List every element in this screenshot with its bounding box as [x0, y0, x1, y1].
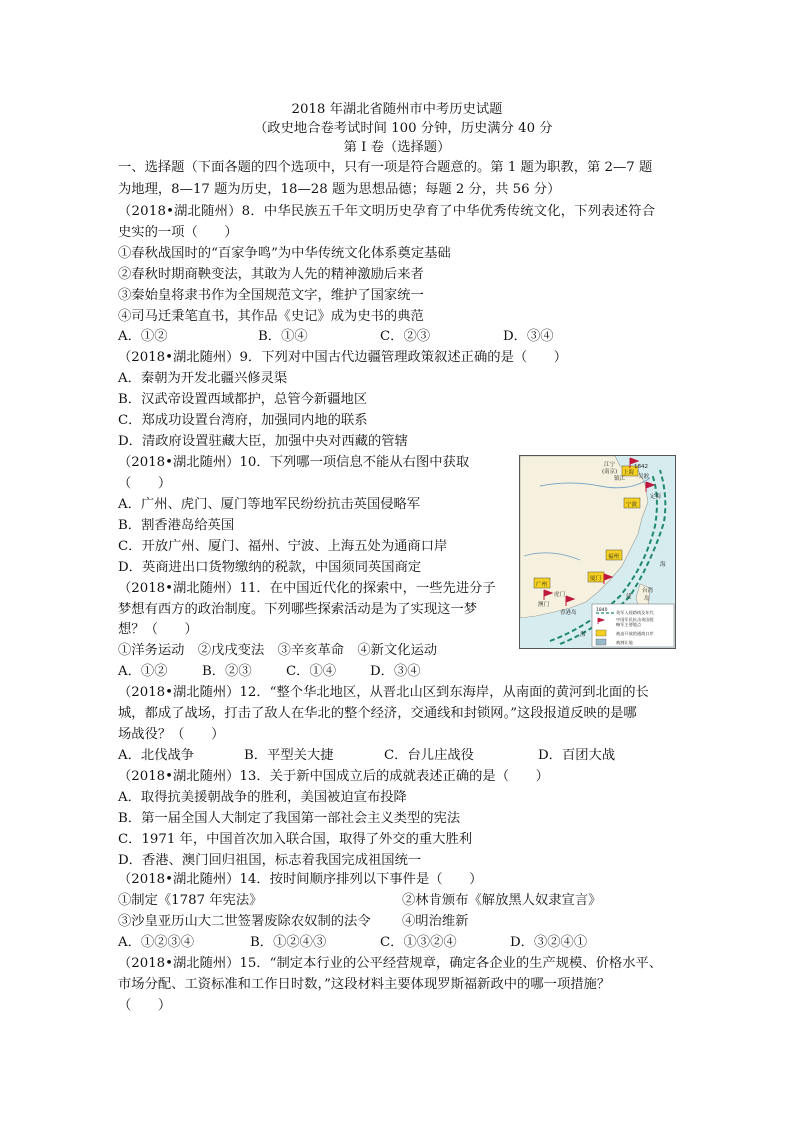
- q13-option-a: A．取得抗美援朝战争的胜利，美国被迫宣布投降: [118, 790, 407, 805]
- q14-item-4: ④明治维新: [402, 914, 469, 929]
- instructions-line-2: 为地理，8—17 题为历史，18—28 题为思想品德；每题 2 分，共 56 分）: [118, 182, 561, 197]
- q14-option-d: D．③②④①: [510, 935, 588, 950]
- q10-option-b: B．割香港岛给英国: [118, 518, 235, 533]
- q11-option-a: A．①②: [118, 664, 168, 679]
- q12-stem-3: 场战役？（ ）: [118, 727, 225, 742]
- legend-text-3: 略军主要地点: [616, 622, 642, 627]
- q8-stem-1: （2018•湖北随州）8．中华民族五千年文明历史孕育了中华优秀传统文化，下列表述符合: [118, 204, 656, 219]
- q12-option-d: D．百团大战: [538, 748, 616, 763]
- map-label-sea-1: 海: [580, 632, 586, 638]
- q15-stem-1: （2018•湖北随州）15．“制定本行业的公平经营规章，确定各企业的生产规模、价格水平、: [118, 956, 663, 971]
- q10-stem-1: （2018•湖北随州）10．下列哪一项信息不能从右图中获取: [118, 455, 470, 470]
- legend-text-5: 被割让地: [616, 640, 633, 645]
- q9-option-d: D．清政府设置驻藏大臣，加强中央对西藏的管辖: [118, 434, 408, 449]
- q14-stem: （2018•湖北随州）14．按时间顺序排列以下事件是（ ）: [118, 872, 483, 887]
- map-label-guangzhou: 广州: [536, 582, 548, 588]
- q11-stem-2: 梦想有西方的政治制度。下列哪些探索活动是为了实现这一梦: [118, 602, 478, 617]
- q14-item-3: ③沙皇亚历山大二世签署废除农奴制的法令: [118, 914, 371, 929]
- legend-text-2: 中国军民抗击英国侵: [616, 617, 654, 622]
- instructions-line-1: 一、选择题（下面各题的四个选项中，只有一项是符合题意的。第 1 题为职教，第 2—7 题: [118, 160, 653, 175]
- q12-option-a: A．北伐战争: [118, 748, 195, 763]
- q11-stem-3: 想？（ ）: [118, 622, 198, 637]
- q13-stem: （2018•湖北随州）13．关于新中国成立后的成就表述正确的是（ ）: [118, 769, 549, 784]
- q12-option-c: C．台儿庄战役: [384, 748, 474, 763]
- map-label-taiwan: 台湾: [642, 588, 654, 594]
- volume-heading: 第 I 卷（选择题）: [343, 140, 451, 155]
- q8-option-d: D．③④: [503, 329, 554, 344]
- q14-item-2: ②林肯颁布《解放黑人奴隶宣言》: [402, 893, 602, 908]
- page-title: 2018 年湖北省随州市中考历史试题: [291, 102, 503, 117]
- q9-option-b: B．汉武帝设置西域都护，总管今新疆地区: [118, 392, 368, 407]
- map-label-jiangning: 江宁: [604, 462, 616, 468]
- q14-option-b: B．①②④③: [250, 935, 327, 950]
- map-label-taiwan-2: 岛: [644, 596, 650, 602]
- q9-stem: （2018•湖北随州）9．下列对中国古代边疆管理政策叙述正确的是（ ）: [118, 350, 568, 365]
- q11-option-c: C．①④: [286, 664, 337, 679]
- q10-stem-2: （ ）: [118, 476, 172, 491]
- q9-option-c: C．郑成功设置台湾府，加强同内地的联系: [118, 413, 368, 428]
- map-label-1842: 1842: [634, 464, 648, 470]
- map-label-shanghai: 上海: [623, 470, 635, 476]
- map-label-fuzhou: 福州: [608, 554, 620, 560]
- q11-items: ①洋务运动 ②戊戌变法 ③辛亥革命 ④新文化运动: [118, 643, 438, 658]
- map-label-xiamen: 厦门: [590, 576, 602, 582]
- map-label-hongkong: 香港岛: [560, 610, 577, 616]
- q12-stem-1: （2018•湖北随州）12．“整个华北地区，从晋北山区到东海岸，从南面的黄河到北面的长: [118, 685, 649, 700]
- q13-option-b: B．第一届全国人大制定了我国第一部社会主义类型的宪法: [118, 811, 461, 826]
- q14-option-a: A．①②③④: [118, 935, 195, 950]
- map-legend-year: 1840: [596, 608, 608, 613]
- legend-ceded-symbol: [596, 639, 606, 645]
- map-label-macao: 澳门: [538, 602, 550, 608]
- q11-option-d: D．③④: [370, 664, 421, 679]
- map-label-ningbo: 宁波: [626, 502, 638, 508]
- q14-item-1: ①制定《1787 年宪法》: [118, 893, 263, 908]
- q13-option-d: D．香港、澳门回归祖国，标志着我国完成祖国统一: [118, 853, 422, 868]
- legend-text-4: 被迫开放的通商口岸: [616, 631, 654, 636]
- map-svg: [520, 456, 675, 648]
- q15-stem-2: 市场分配、工资标准和工作日时数，”这段材料主要体现罗斯福新政中的哪一项措施？: [118, 977, 611, 992]
- q12-option-b: B．平型关大捷: [244, 748, 334, 763]
- map-label-jian: 建: [626, 594, 632, 600]
- q8-option-b: B．①④: [258, 329, 308, 344]
- map-label-nanjing: (南京): [602, 469, 618, 475]
- q10-option-a: A．广州、虎门、厦门等地军民纷纷抗击英国侵略军: [118, 497, 421, 512]
- map-label-dinghai: 定海: [650, 494, 662, 500]
- q11-option-b: B．②③: [202, 664, 252, 679]
- map-label-humen: 虎门: [554, 592, 566, 598]
- q8-statement-1: ①春秋战国时的“百家争鸣”为中华传统文化体系奠定基础: [118, 246, 451, 261]
- q14-option-c: C．①③②④: [380, 935, 457, 950]
- q11-stem-1: （2018•湖北随州）11．在中国近代化的探索中，一些先进分子: [118, 581, 496, 596]
- q15-stem-3: （ ）: [118, 998, 172, 1013]
- map-label-sea-2: 海: [660, 562, 666, 568]
- q12-stem-2: 城，都成了战场，打击了敌人在华北的整个经济，交通线和封锁网。”这段报道反映的是哪: [118, 706, 637, 721]
- q8-statement-2: ②春秋时期商鞅变法，其敢为人先的精神激励后来者: [118, 267, 424, 282]
- q8-stem-2: 史实的一项（ ）: [118, 225, 238, 240]
- q8-option-a: A．①②: [118, 329, 168, 344]
- q9-option-a: A．秦朝为开发北疆兴修灵渠: [118, 371, 288, 386]
- q8-option-c: C．②③: [380, 329, 431, 344]
- q13-option-c: C．1971 年，中国首次加入联合国，取得了外交的重大胜利: [118, 832, 473, 847]
- legend-text-1: 英军入侵路线及年代: [616, 610, 654, 615]
- q8-statement-4: ④司马迁秉笔直书，其作品《史记》成为史书的典范: [118, 309, 424, 324]
- q10-option-d: D．英商进出口货物缴纳的税款，中国须同英国商定: [118, 560, 422, 575]
- q8-statement-3: ③秦始皇将隶书作为全国规范文字，维护了国家统一: [118, 288, 424, 303]
- map-label-wusong: 吴淞: [638, 474, 650, 480]
- q10-option-c: C．开放广州、厦门、福州、宁波、上海五处为通商口岸: [118, 539, 448, 554]
- exam-info: （政史地合卷考试时间 100 分钟，历史满分 40 分: [254, 121, 553, 136]
- legend-port-symbol: [596, 630, 606, 636]
- map-label-zhenjiang: 镇江: [614, 476, 626, 482]
- opium-war-map: [519, 455, 676, 649]
